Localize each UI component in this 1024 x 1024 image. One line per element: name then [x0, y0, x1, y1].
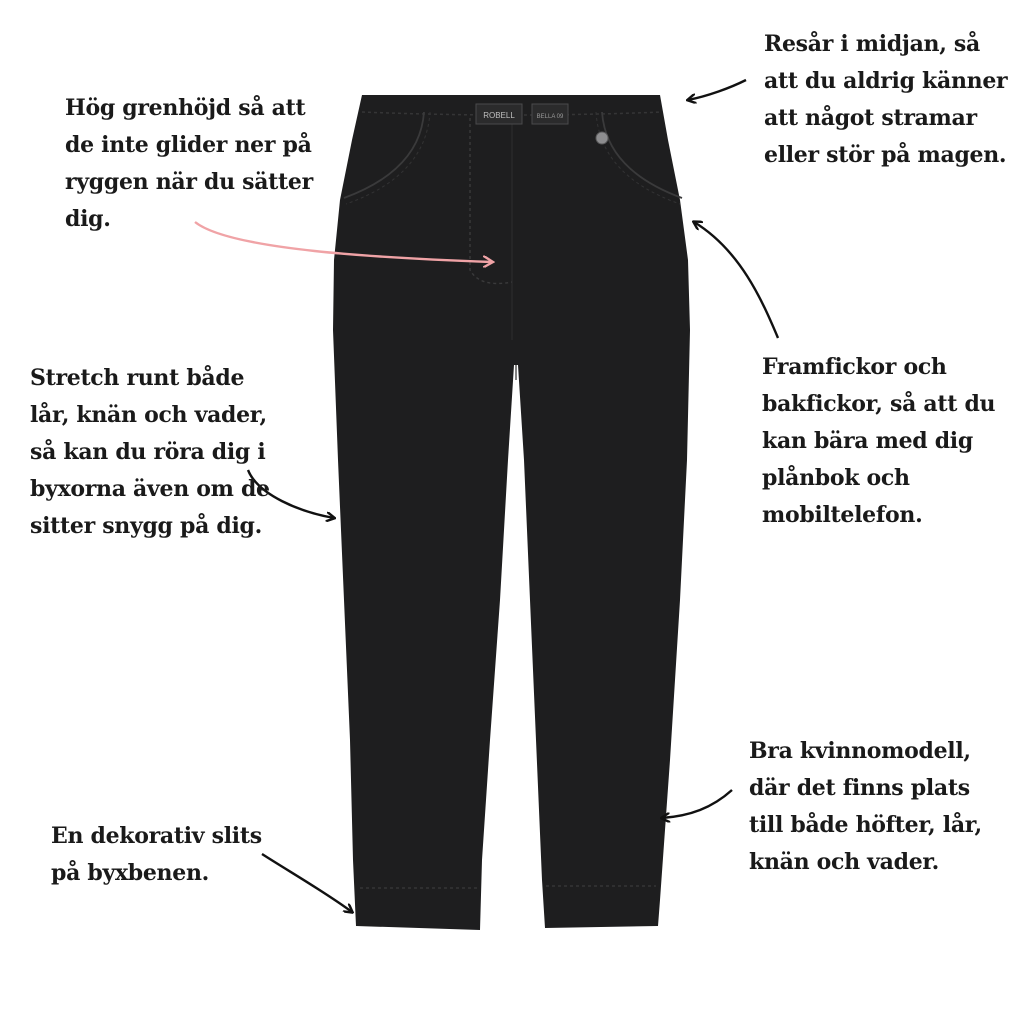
annotation-line: att något stramar [764, 105, 977, 131]
arrow-pockets [694, 222, 778, 338]
annotation-crotch [65, 90, 313, 238]
annotation-line: de inte glider ner på [65, 132, 312, 158]
arrow-model [662, 790, 732, 818]
annotation-line: att du aldrig känner [764, 68, 1008, 94]
annotation-line: Hög grenhöjd så att [65, 95, 306, 121]
annotation-stretch [30, 360, 270, 545]
annotation-line: knän och vader. [749, 849, 940, 875]
size-tag-label: BELLA 09 [536, 114, 564, 120]
arrow-waist [688, 80, 746, 100]
annotation-line: dig. [65, 206, 111, 232]
annotation-line: på byxbenen. [51, 860, 210, 886]
annotation-model [749, 733, 982, 881]
annotation-line: En dekorativ slits [51, 823, 262, 849]
annotation-pockets [762, 349, 995, 534]
annotation-slit [51, 818, 262, 892]
annotation-line: ryggen när du sätter [65, 169, 313, 195]
annotation-line: eller stör på magen. [764, 142, 1007, 168]
annotation-line: Resår i midjan, så [764, 31, 980, 57]
annotation-line: sitter snygg på dig. [30, 513, 262, 539]
brand-tag-label: ROBELL [483, 111, 515, 120]
annotation-line: så kan du röra dig i [30, 439, 266, 465]
arrow-slit [262, 854, 352, 912]
annotation-line: till både höfter, lår, [749, 812, 982, 838]
annotation-line: lår, knän och vader, [30, 402, 267, 428]
annotation-line: mobiltelefon. [762, 502, 923, 528]
annotation-waist [764, 26, 1007, 174]
annotation-line: där det finns plats [749, 775, 970, 801]
annotation-line: byxorna även om de [30, 476, 270, 502]
rivet [596, 132, 608, 144]
annotation-line: Bra kvinnomodell, [749, 738, 971, 764]
annotation-line: Stretch runt både [30, 365, 245, 391]
annotation-line: plånbok och [762, 465, 910, 491]
annotation-line: kan bära med dig [762, 428, 973, 454]
annotation-line: bakfickor, så att du [762, 391, 996, 417]
annotation-line: Framfickor och [762, 354, 947, 380]
